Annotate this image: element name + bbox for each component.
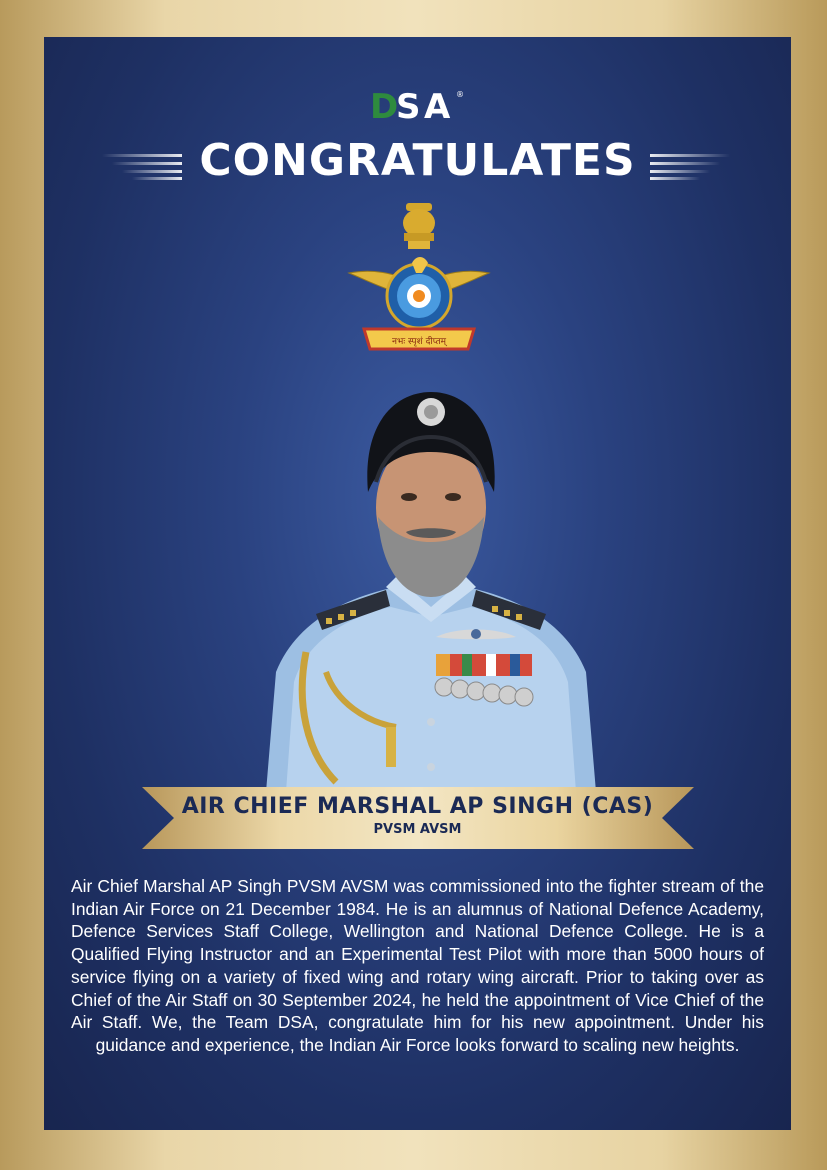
congratulates-heading: CONGRATULATES xyxy=(199,135,636,186)
svg-text:A: A xyxy=(424,87,451,123)
person-decorations: PVSM AVSM xyxy=(373,822,462,837)
dsa-logo xyxy=(368,87,468,123)
decorative-lines-right xyxy=(650,152,730,182)
crest-motto: नभः स्पृशं दीप्तम् xyxy=(392,337,446,347)
portrait-photo xyxy=(266,382,596,792)
biography-text: Air Chief Marshal AP Singh PVSM AVSM was commissioned into the fighter stream of the Indian Air Force on 21 December 1984. He is an alumnus of National Defence Academy, Defence Services Staff College, Wellington and National Defence College. He is a Qualified Flying Instructor and an Experimental Test Pilot with more than 5000 hours of service flying on a variety of fixed wing and rotary wing aircraft. Prior to taking over as Chief of the Air Staff on 30 September 2024, he held the appointment of Vice Chief of the Air Staff. We, the Team DSA, congratulate him for his new appointment. Under his guidance and experience, the Indian Air Force looks forward to scaling new heights. xyxy=(71,876,764,1055)
svg-text:S: S xyxy=(396,87,421,123)
person-name: AIR CHIEF MARSHAL AP SINGH (CAS) xyxy=(181,794,654,819)
svg-text:D: D xyxy=(370,87,399,123)
svg-text:®: ® xyxy=(456,90,464,99)
poster-panel xyxy=(44,37,791,1130)
indian-air-force-crest-icon xyxy=(344,201,494,361)
